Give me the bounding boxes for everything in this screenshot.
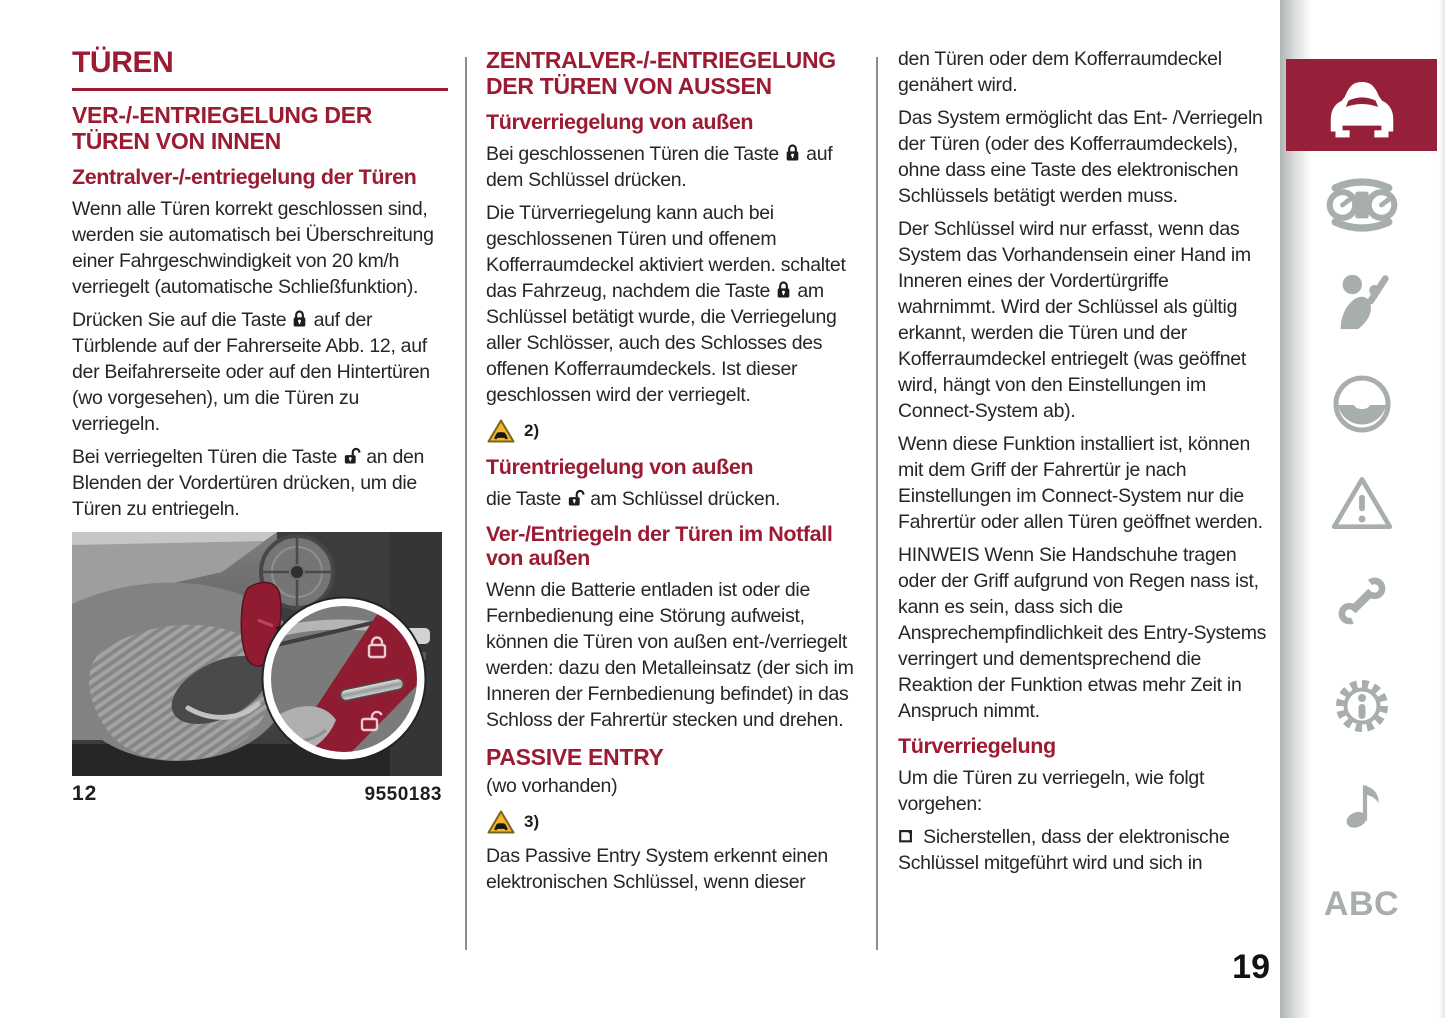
sidebar-item-technical-data[interactable] xyxy=(1286,674,1437,738)
paragraph: Der Schlüssel wird nur erfasst, wenn das System das Vorhandensein einer Hand im Inneren eines der Vordertürgriffe wahrnimmt. Wird der Schlüssel als gültig erkannt, werden die Türen und der Kofferraumdeckel entriegelt (was geöffnet wird, hängt von den Einstellungen im Connect-System ab). xyxy=(898,218,1251,422)
lock-open-icon xyxy=(342,446,361,466)
column-left xyxy=(72,46,448,806)
paragraph: (wo vorhanden) xyxy=(486,774,618,797)
sub-heading-door-locking: Türverriegelung xyxy=(898,734,1056,758)
warning-note-label: 3) xyxy=(524,812,540,832)
steering-wheel-icon xyxy=(1330,372,1394,436)
column-divider xyxy=(465,57,467,950)
sidebar-item-multimedia[interactable] xyxy=(1286,772,1437,836)
paragraph: Das Passive Entry System erkennt einen elektronischen Schlüssel, wenn dieser xyxy=(486,844,828,893)
sidebar-item-safety[interactable] xyxy=(1286,268,1437,332)
warning-triangle-icon xyxy=(1329,473,1395,533)
gauges-icon xyxy=(1323,178,1401,232)
sub-heading-central-locking: Zentralver-/-entriegelung der Türen xyxy=(72,164,417,189)
paragraph: die Taste am Schlüssel drücken. xyxy=(486,487,781,510)
warning-car-icon xyxy=(486,418,516,445)
sidebar-item-driving[interactable] xyxy=(1286,372,1437,436)
figure-number: 12 xyxy=(72,781,98,805)
section-heading-passive-entry: PASSIVE ENTRY xyxy=(486,743,664,770)
sub-heading-emergency: Ver-/Entriegeln der Türen im Notfall von außen xyxy=(486,521,833,570)
paragraph: Bei geschlossenen Türen die Taste auf dem Schlüssel drücken. xyxy=(486,142,833,191)
column-right xyxy=(898,46,1268,876)
sidebar-item-warnings[interactable] xyxy=(1286,471,1437,535)
car-front-icon xyxy=(1324,72,1400,138)
door-panel-photo xyxy=(72,532,442,776)
page-title: TÜREN xyxy=(72,46,448,91)
column-middle xyxy=(486,46,862,895)
lock-open-icon xyxy=(566,488,585,508)
paragraph: Die Türverriegelung kann auch bei geschlossenen Türen und offenem Kofferraumdeckel aktiviert werden. schaltet das Fahrzeug, nachdem die Taste am Schlüssel betätigt wurde, die Verriegelung aller Schlösser, auch des Schlosses des offenen Kofferraumdeckels. Ist dieser geschlossen wird der verriegelt. xyxy=(486,201,846,406)
paragraph: den Türen oder dem Kofferraumdeckel genähert wird. xyxy=(898,48,1222,96)
warning-note-2 xyxy=(486,418,862,445)
warning-car-icon xyxy=(486,809,516,836)
lock-closed-icon xyxy=(291,309,308,329)
sidebar-item-maintenance[interactable] xyxy=(1286,569,1437,633)
paragraph: Wenn alle Türen korrekt geschlossen sind, werden sie automatisch bei Überschreitung einer Fahrgeschwindigkeit von 20 km/h verriegelt (automatische Schließfunktion). xyxy=(72,197,434,298)
column-divider xyxy=(876,57,878,950)
paragraph: Das System ermöglicht das Ent- /Verriegeln der Türen (oder des Kofferraumdeckels), ohne dass eine Taste des elektronischen Schlüssels betätigt werden muss. xyxy=(898,107,1263,207)
sub-heading-lock-outside: Türverriegelung von außen xyxy=(486,109,754,134)
section-heading-outside: ZENTRALVER-/-ENTRIEGELUNG DER TÜREN VON AUSSEN xyxy=(486,47,836,99)
paragraph: Um die Türen zu verriegeln, wie folgt vorgehen: xyxy=(898,767,1205,816)
bullet-item: Sicherstellen, dass der elektronische Schlüssel mitgeführt wird und sich in xyxy=(898,826,1230,875)
warning-note-3 xyxy=(486,809,862,836)
lock-closed-icon xyxy=(784,143,801,163)
page-number: 19 xyxy=(1232,948,1270,986)
square-bullet-icon xyxy=(898,828,914,844)
figure-door-lock-photo xyxy=(72,532,442,806)
section-heading-inside: VER-/-ENTRIEGELUNG DER TÜREN VON INNEN xyxy=(72,102,373,154)
abc-index-label: ABC xyxy=(1323,884,1400,923)
page-edge-shadow xyxy=(1439,0,1445,1018)
sidebar-item-instruments[interactable] xyxy=(1286,173,1437,237)
paragraph: Wenn die Batterie entladen ist oder die Fernbedienung eine Störung aufweist, können die Türen von außen ent-/verriegelt werden: dazu den Metalleinsatz (der sich im Inneren der Fernbedienung befindet) in das Schloss der Fahrertür stecken und drehen. xyxy=(486,578,854,731)
paragraph: HINWEIS Wenn Sie Handschuhe tragen oder der Griff aufgrund von Regen nass ist, kann es sein, dass sich die Ansprechempfindlichkeit des Entry-Systems verringert und dementsprechend die Reaktion der Funktion etwas mehr Zeit in Anspruch nimmt. xyxy=(898,544,1267,722)
wrench-icon xyxy=(1332,571,1392,631)
airbag-icon xyxy=(1331,269,1393,331)
warning-note-label: 2) xyxy=(524,421,540,441)
paragraph: Drücken Sie auf die Taste auf der Türblende auf der Fahrerseite Abb. 12, auf der Beifahrerseite oder auf den Hintertüren (wo vorgesehen), um die Türen zu verriegeln. xyxy=(72,308,430,435)
gear-info-icon xyxy=(1330,674,1394,738)
sidebar-item-index[interactable] xyxy=(1286,872,1437,936)
lock-closed-icon xyxy=(775,280,792,300)
sidebar-item-doors[interactable] xyxy=(1286,59,1437,151)
paragraph: Bei verriegelten Türen die Taste an den Blenden der Vordertüren drücken, um die Türen zu entriegeln. xyxy=(72,445,425,520)
sub-heading-unlock-outside: Türentriegelung von außen xyxy=(486,454,754,479)
figure-code: 9550183 xyxy=(364,783,442,805)
paragraph: Wenn diese Funktion installiert ist, können mit dem Griff der Fahrertür je nach Einstellungen im Connect-System nur die Fahrertür oder allen Türen geöffnet werden. xyxy=(898,433,1263,533)
music-note-icon xyxy=(1336,774,1388,834)
